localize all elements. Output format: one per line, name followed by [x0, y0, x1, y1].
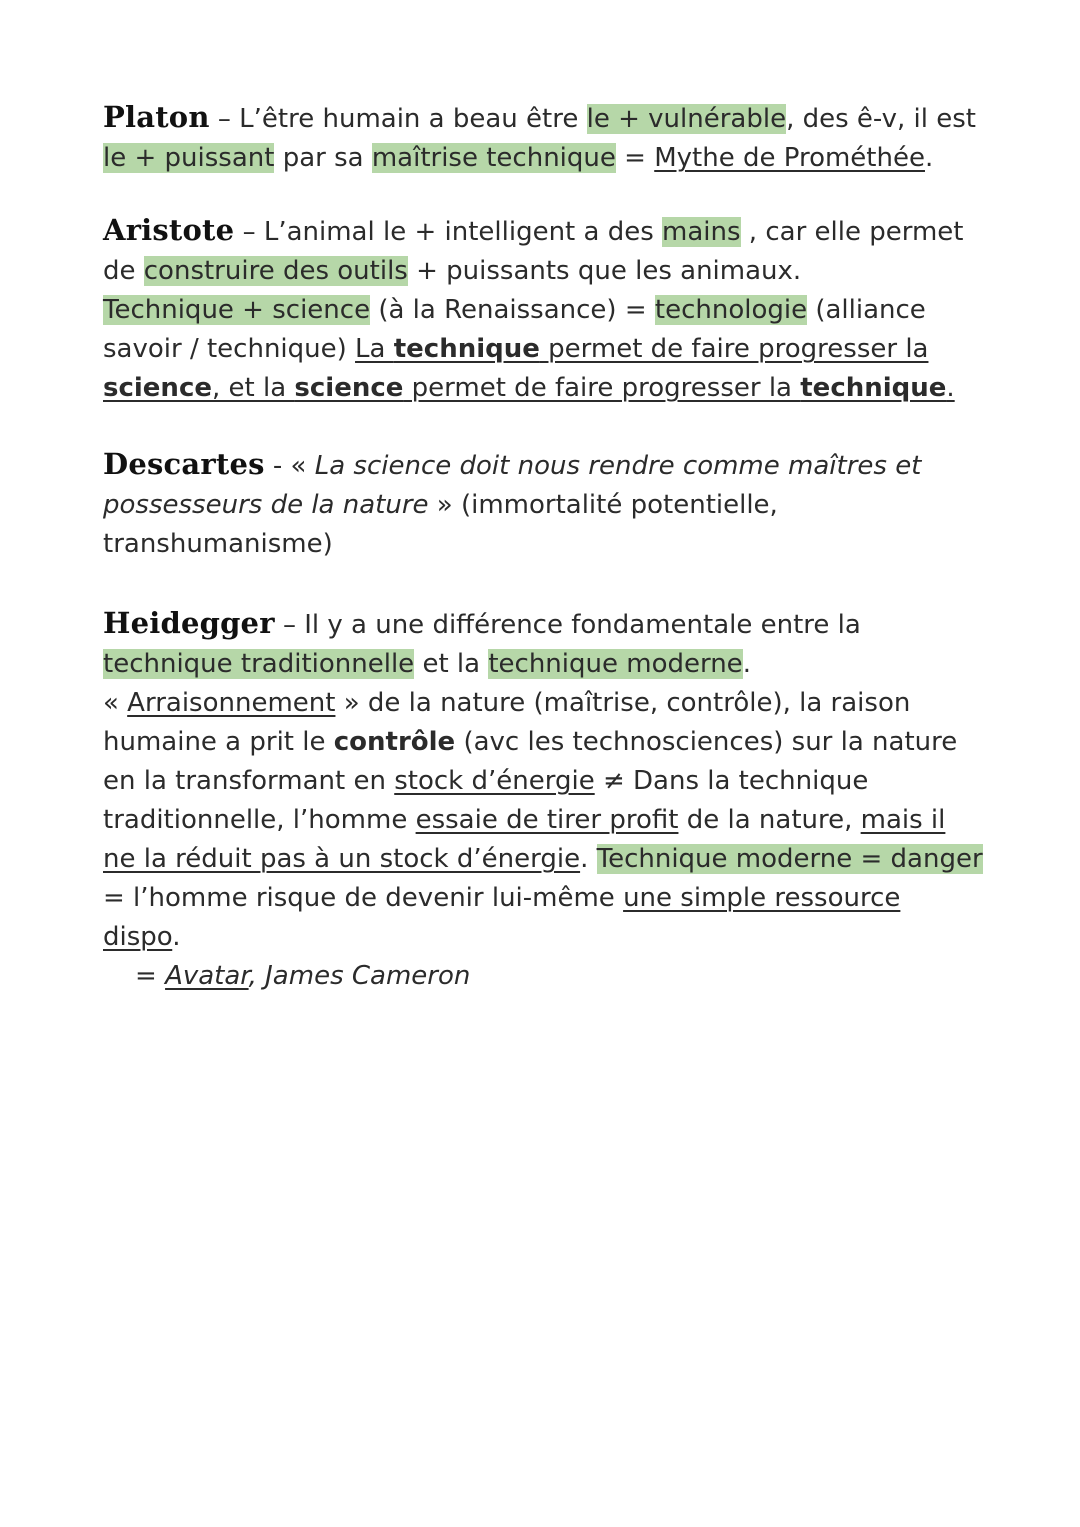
underlined-text: permet de faire progresser la: [539, 334, 929, 364]
underlined-text: , et la: [212, 373, 295, 403]
text: , des ê-v, il est: [786, 104, 976, 134]
highlight: le + vulnérable: [586, 104, 787, 134]
bold-underlined-text: technique: [393, 334, 540, 364]
text: =: [135, 961, 166, 991]
text: » de la nature (maîtrise, contrôle), la raison humaine a prit le: [103, 688, 911, 757]
text: (alliance savoir / technique): [103, 295, 926, 364]
underlined-text: essaie de tirer profit: [415, 805, 679, 835]
descartes-paragraph: [103, 445, 983, 564]
underlined-text: permet de faire progresser la: [403, 373, 801, 403]
text: » (immortalité potentielle, transhumanisme): [103, 490, 778, 559]
film-title: Avatar: [165, 961, 249, 991]
spacer: [103, 408, 983, 445]
text: , car elle permet de: [103, 217, 964, 286]
text: .: [172, 922, 181, 952]
philosopher-name-heidegger: Heidegger: [103, 606, 275, 640]
highlight: Technique + science: [103, 295, 371, 325]
text: (avc les technosciences) sur la nature en la transformant en: [103, 727, 958, 796]
text: .: [580, 844, 597, 874]
text: – Il y a une différence fondamentale entre la: [274, 610, 861, 640]
underlined-text: .: [946, 373, 955, 403]
heidegger-paragraph: [103, 604, 983, 957]
text: .: [924, 143, 934, 173]
text: (à la Renaissance) =: [370, 295, 655, 325]
philosopher-name-platon: Platon: [103, 100, 210, 134]
philosopher-name-descartes: Descartes: [103, 447, 265, 481]
bold-underlined-text: science: [294, 373, 404, 403]
notes-page: [103, 98, 983, 996]
underlined-text: stock d’énergie: [394, 766, 595, 796]
highlight: technologie: [654, 295, 808, 325]
underlined-text: une simple ressource dispo: [103, 883, 901, 952]
heidegger-reference: [103, 957, 983, 996]
text: – L’être humain a beau être: [209, 104, 587, 134]
quote-text: La science doit nous rendre comme maîtres et possesseurs de la nature: [103, 451, 922, 520]
bold-text: contrôle: [333, 727, 456, 757]
text: «: [103, 688, 128, 718]
highlight: Technique moderne = danger: [596, 844, 983, 874]
spacer: [103, 178, 983, 211]
underlined-text: La: [355, 334, 394, 364]
underlined-text: Arraisonnement: [127, 688, 336, 718]
text: =: [615, 143, 655, 173]
highlight: construire des outils: [143, 256, 408, 286]
bold-underlined-text: science: [103, 373, 212, 403]
text: ≠ Dans la technique traditionnelle, l’homme: [103, 766, 869, 835]
highlight: le + puissant: [103, 143, 275, 173]
text: – L’animal le + intelligent a des: [234, 217, 663, 247]
aristote-paragraph: [103, 211, 983, 408]
text: + puissants que les animaux.: [407, 256, 802, 286]
bold-underlined-text: technique: [800, 373, 947, 403]
underlined-text: mais il ne la réduit pas à un stock d’énergie: [103, 805, 946, 874]
platon-paragraph: [103, 98, 983, 178]
text: = l’homme risque de devenir lui-même: [103, 883, 624, 913]
highlight: technique traditionnelle: [103, 649, 415, 679]
text: - «: [264, 451, 315, 481]
text: .: [742, 649, 751, 679]
highlight: mains: [662, 217, 741, 247]
underlined-text: Mythe de Prométhée: [654, 143, 925, 173]
highlight: maîtrise technique: [371, 143, 616, 173]
film-director: , James Cameron: [248, 961, 471, 991]
spacer: [103, 564, 983, 604]
philosopher-name-aristote: Aristote: [103, 213, 235, 247]
text: de la nature,: [678, 805, 861, 835]
highlight: technique moderne: [488, 649, 743, 679]
text: et la: [414, 649, 489, 679]
text: par sa: [274, 143, 372, 173]
